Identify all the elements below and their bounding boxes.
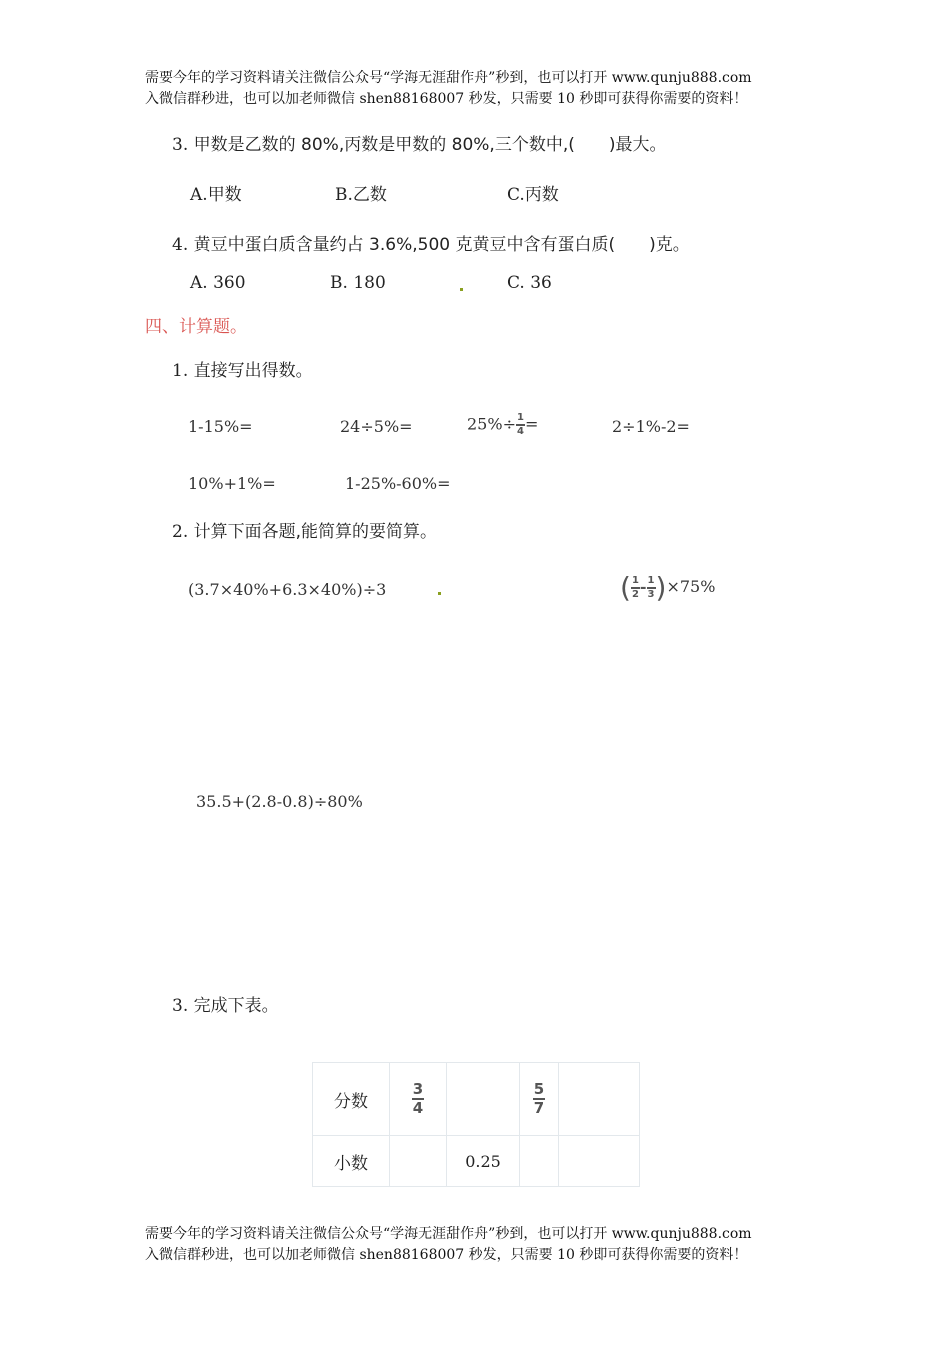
question-4-text: 黄豆中蛋白质含量约占 3.6%,500 克黄豆中含有蛋白质( )克。 <box>193 235 690 255</box>
header-line-1: 需要今年的学习资料请关注微信公众号“学海无涯甜作舟”秒到，也可以打开 www.qunju888.com <box>145 70 752 86</box>
fraction-three-quarters <box>412 1082 424 1116</box>
calc-item-a: 1-15%= <box>188 417 253 436</box>
fraction-one-third <box>647 576 656 600</box>
question-4-number: 4. <box>172 235 189 255</box>
q3-option-a-letter: A. <box>190 185 208 205</box>
fraction-numerator: 1 <box>516 413 525 426</box>
fraction-five-sevenths <box>533 1082 545 1116</box>
part-2-title <box>172 517 437 542</box>
cell-decimal-blank-2[interactable] <box>520 1136 559 1187</box>
q4-option-a-text: 360 <box>213 273 246 293</box>
expression-2-suffix: ×75% <box>666 577 716 596</box>
calc-item-b: 24÷5%= <box>340 417 413 436</box>
calc-item-f: 1-25%-60%= <box>345 474 451 493</box>
cell-fraction-blank-2[interactable] <box>559 1063 640 1136</box>
fraction-denominator: 7 <box>533 1099 545 1117</box>
part-3-title <box>172 991 279 1016</box>
fraction-denominator: 4 <box>412 1099 424 1117</box>
q4-option-c-letter: C. <box>507 273 525 293</box>
q3-option-b <box>335 180 387 205</box>
part-1-title <box>172 356 313 381</box>
question-3 <box>172 130 667 155</box>
row-label-fraction: 分数 <box>313 1063 390 1136</box>
fraction-one-half <box>631 576 640 600</box>
table-row-decimal <box>313 1136 640 1187</box>
q3-option-c <box>507 180 559 205</box>
cell-decimal-blank-3[interactable] <box>559 1136 640 1187</box>
fraction-denominator: 4 <box>516 426 524 437</box>
q4-option-a-letter: A. <box>190 273 208 293</box>
cell-decimal-0-25: 0.25 <box>447 1136 520 1187</box>
q3-option-c-letter: C. <box>507 185 525 205</box>
footer-line-2: 入微信群秒进，也可以加老师微信 shen88168007 秒发，只需要 10 秒即可获得你需要的资料！ <box>145 1247 748 1263</box>
q4-option-a <box>190 273 246 293</box>
speck-mark <box>460 288 463 291</box>
table-row-fraction <box>313 1063 640 1136</box>
conversion-table <box>312 1062 640 1187</box>
q4-option-b <box>330 273 386 293</box>
part-2-number: 2. <box>172 522 189 542</box>
q4-option-c <box>507 273 552 293</box>
q3-option-b-text: 乙数 <box>352 185 387 205</box>
calc-item-c-prefix: 25%÷ <box>467 414 516 434</box>
fraction-denominator: 3 <box>647 588 655 600</box>
part-1-text: 直接写出得数。 <box>193 361 313 381</box>
fraction-numerator: 5 <box>533 1080 545 1098</box>
calc-item-c <box>467 413 538 437</box>
part-1-number: 1. <box>172 361 189 381</box>
expression-3: 35.5+(2.8-0.8)÷80% <box>196 792 363 811</box>
speck-mark <box>438 592 441 595</box>
fraction-one-quarter <box>516 413 525 437</box>
cell-decimal-blank[interactable] <box>390 1136 447 1187</box>
minus-sign: - <box>639 577 647 596</box>
cell-fraction-blank[interactable] <box>447 1063 520 1136</box>
expression-2 <box>620 571 715 604</box>
q4-option-c-text: 36 <box>530 273 552 293</box>
question-3-number: 3. <box>172 135 189 155</box>
q4-option-b-text: 180 <box>353 273 386 293</box>
cell-fraction-3-4 <box>390 1063 447 1136</box>
footer-line-1: 需要今年的学习资料请关注微信公众号“学海无涯甜作舟”秒到，也可以打开 www.qunju888.com <box>145 1226 752 1242</box>
question-3-text: 甲数是乙数的 80%,丙数是甲数的 80%,三个数中,( )最大。 <box>193 135 667 155</box>
q3-option-c-text: 丙数 <box>524 185 559 205</box>
fraction-numerator: 1 <box>631 576 640 589</box>
fraction-denominator: 2 <box>631 588 639 600</box>
part-2-text: 计算下面各题,能简算的要简算。 <box>193 522 438 542</box>
calc-item-e: 10%+1%= <box>188 474 276 493</box>
section-4-title: 四、计算题。 <box>145 317 247 337</box>
left-paren: ( <box>620 571 631 604</box>
calc-item-c-suffix: = <box>524 414 539 434</box>
q3-option-b-letter: B. <box>335 185 353 205</box>
cell-fraction-5-7 <box>520 1063 559 1136</box>
q3-option-a <box>190 180 242 205</box>
part-3-text: 完成下表。 <box>193 996 279 1016</box>
right-paren: ) <box>655 571 667 604</box>
fraction-numerator: 3 <box>412 1080 424 1098</box>
fraction-numerator: 1 <box>647 576 656 589</box>
q3-option-a-text: 甲数 <box>207 185 242 205</box>
q4-option-b-letter: B. <box>330 273 348 293</box>
calc-item-d: 2÷1%-2= <box>612 417 690 436</box>
row-label-decimal: 小数 <box>313 1136 390 1187</box>
question-4 <box>172 230 690 255</box>
header-line-2: 入微信群秒进，也可以加老师微信 shen88168007 秒发，只需要 10 秒即可获得你需要的资料！ <box>145 91 748 107</box>
expression-1: (3.7×40%+6.3×40%)÷3 <box>188 580 387 599</box>
part-3-number: 3. <box>172 996 189 1016</box>
